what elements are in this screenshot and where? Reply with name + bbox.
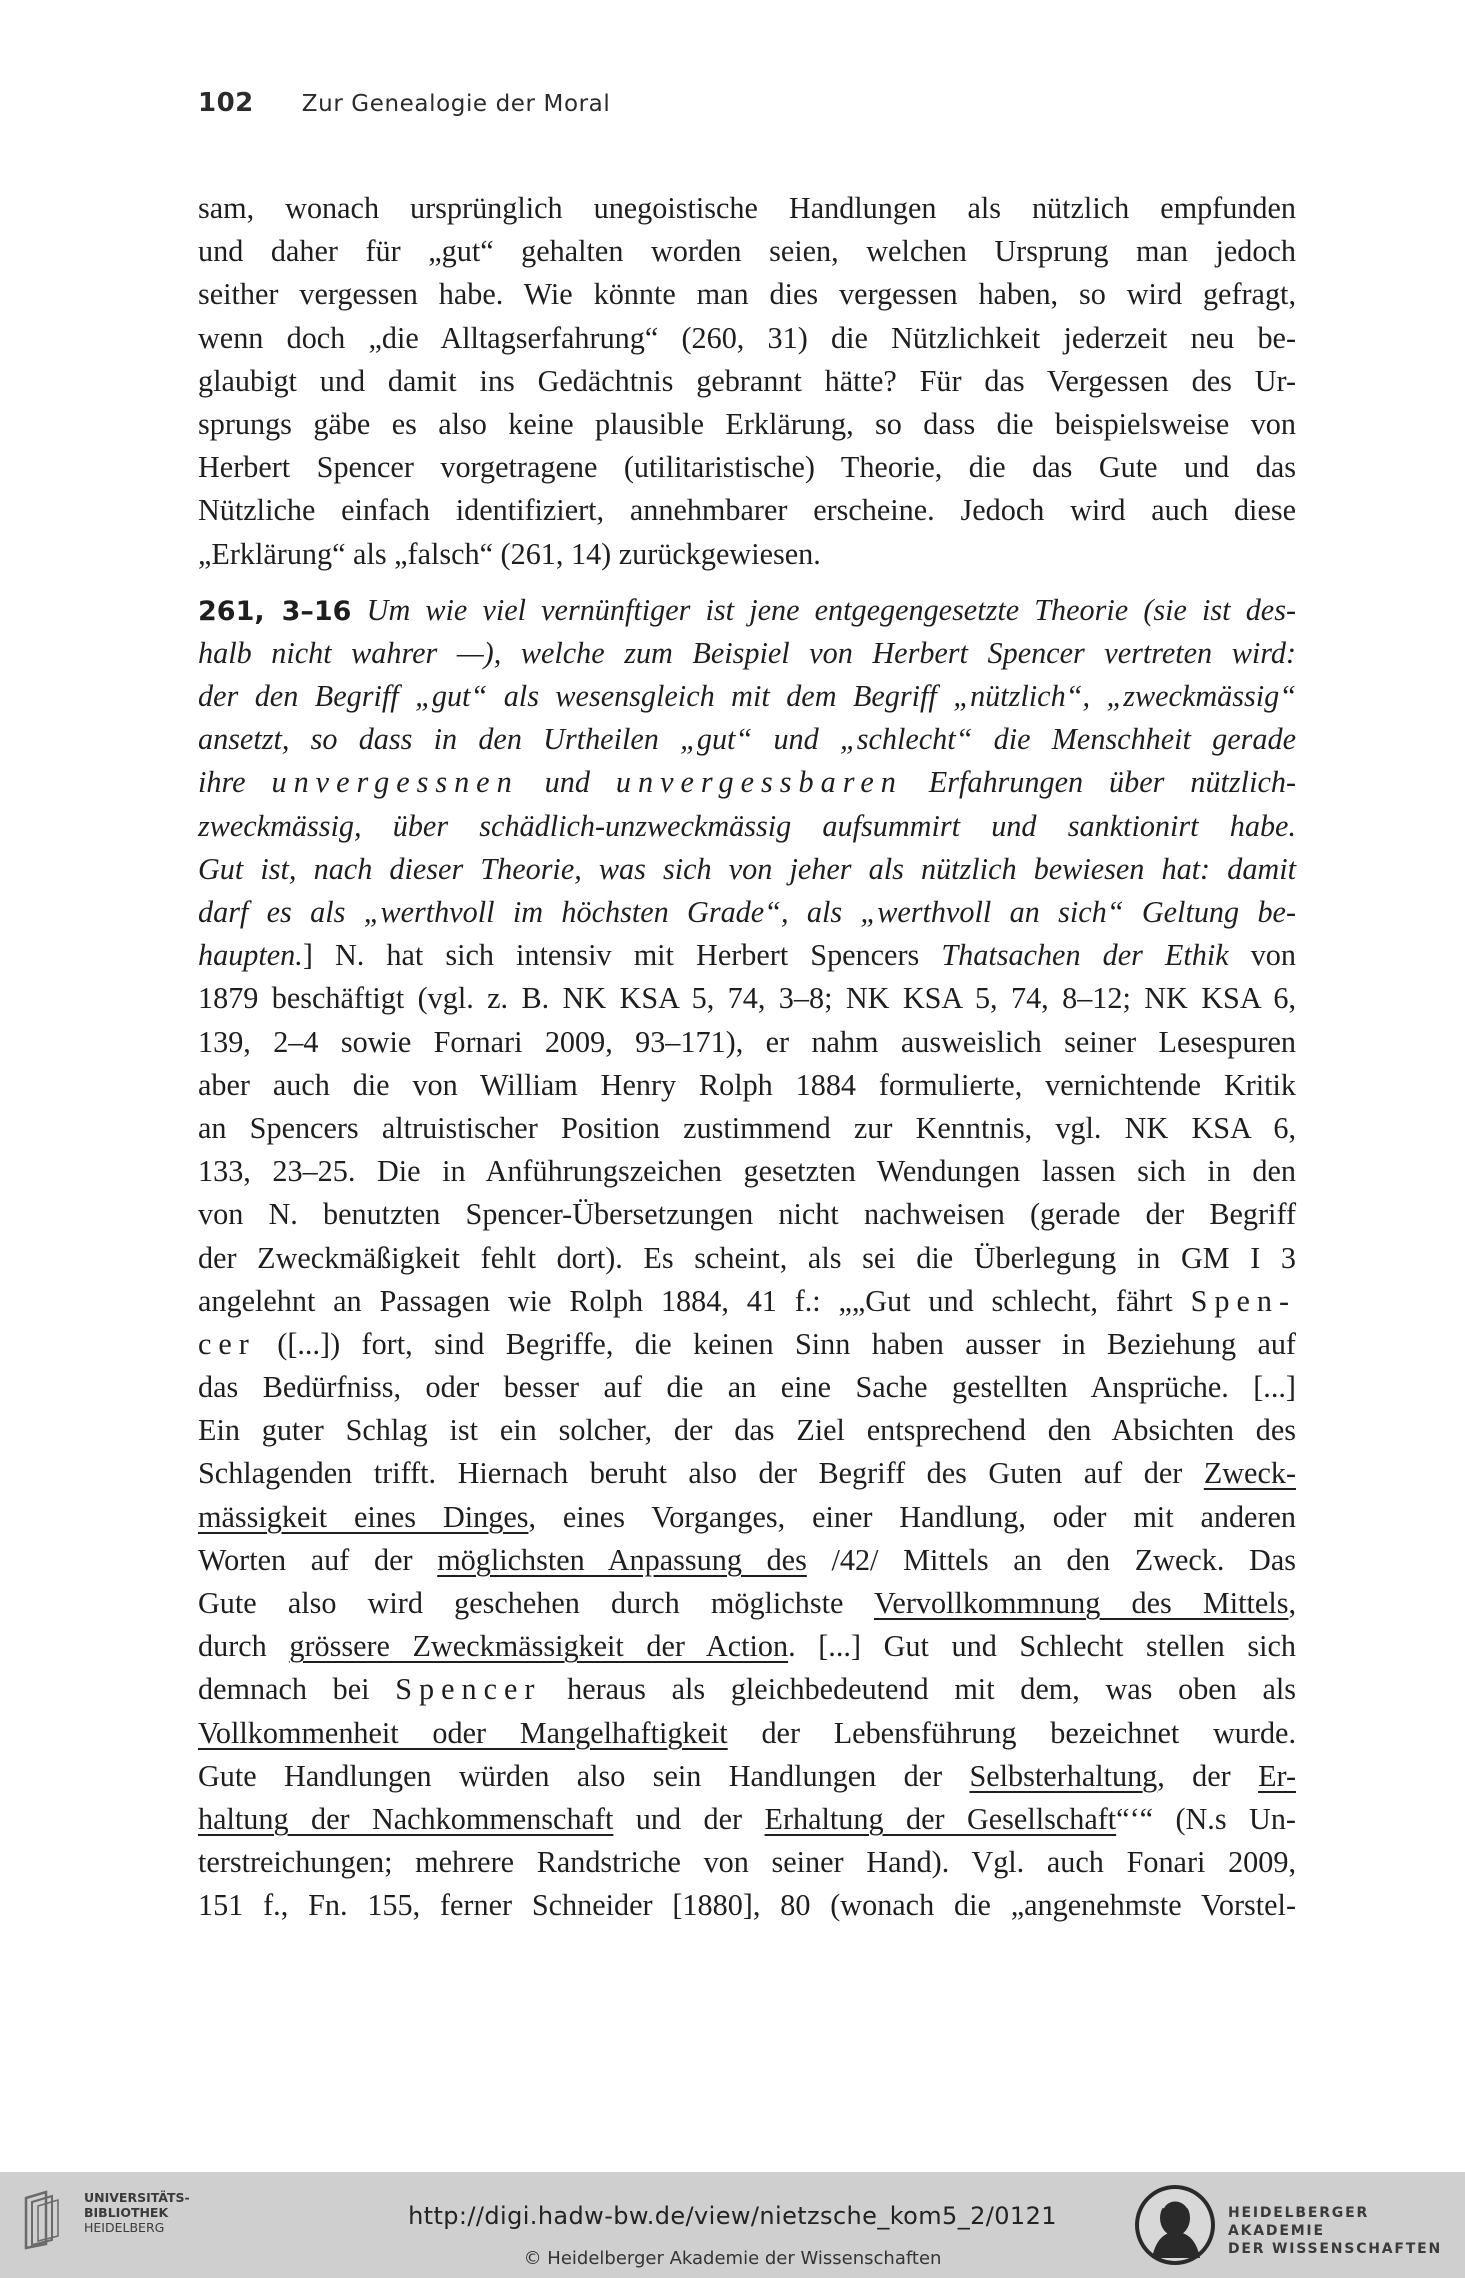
text-line: durch grössere Zweckmässigkeit der Action. [...] Gut und Schlecht stellen sich <box>198 1629 1297 1664</box>
underlined-phrase: Erhaltung der Gesellschaft <box>764 1801 1117 1836</box>
running-title: Zur Genealogie der Moral <box>301 91 611 117</box>
underlined-phrase: Vervollkommnung des Mittels <box>873 1586 1289 1620</box>
university-library-name: UNIVERSITÄTS- BIBLIOTHEK HEIDELBERG <box>84 2190 190 2235</box>
text-line: 133, 23–25. Die in Anführungszeichen gesetzten Wendungen lassen sich in den <box>198 1154 1296 1189</box>
text-line: haupten.] N. hat sich intensiv mit Herbert Spencers Thatsachen der Ethik von <box>198 938 1296 973</box>
text-line: haltung der Nachkommenschaft und der Erhaltung der Gesellschaft“‘“ (N.s Un- <box>198 1801 1296 1836</box>
book-title: Thatsachen der Ethik <box>941 938 1229 973</box>
text-line: der Zweckmäßigkeit fehlt dort). Es scheint, als sei die Überlegung in GM I 3 <box>198 1240 1296 1275</box>
spaced-emphasis: Spen- <box>1190 1283 1296 1318</box>
text-line: Ein guter Schlag ist ein solcher, der das Ziel entsprechend den Absichten des <box>198 1413 1296 1448</box>
quoted-source-text: der den Begriff „gut“ als wesensgleich mit dem Begriff „nützlich“, „zweckmässig“ <box>198 679 1296 714</box>
underlined-phrase: grössere Zweckmässigkeit der Action <box>289 1629 789 1664</box>
text-line: 139, 2–4 sowie Fornari 2009, 93–171), er nahm ausweislich seiner Lesespuren <box>198 1024 1296 1059</box>
underlined-phrase: haltung der Nachkommenschaft <box>198 1801 614 1836</box>
quoted-source-text: zweckmässig, über schädlich-unzweckmässig aufsummirt und sanktionirt habe. <box>198 808 1296 843</box>
underlined-phrase: Er- <box>1258 1758 1297 1793</box>
underlined-phrase: möglichsten Anpassung des <box>437 1542 807 1577</box>
digitization-footer <box>0 2172 1465 2278</box>
text-line: terstreichungen; mehrere Randstriche von seiner Hand). Vgl. auch Fonari 2009, <box>198 1845 1296 1880</box>
text-line: Gute Handlungen würden also sein Handlungen der Selbsterhaltung, der Er- <box>198 1758 1297 1793</box>
commentary-text <box>198 187 1296 1928</box>
underlined-phrase: Vollkommenheit oder Mangelhaftigkeit <box>198 1715 728 1750</box>
text-line: Vollkommenheit oder Mangelhaftigkeit der Lebensführung bezeichnet wurde. <box>198 1715 1296 1750</box>
academy-seal-icon <box>1130 2180 1220 2270</box>
quoted-source-text: ansetzt, so dass in den Urtheilen „gut“ und „schlecht“ die Menschheit gerade <box>198 722 1296 757</box>
spaced-emphasis: unvergessnen <box>271 765 519 800</box>
text-line: mässigkeit eines Dinges, eines Vorganges, einer Handlung, oder mit anderen <box>198 1499 1297 1534</box>
text-line: Nützliche einfach identifiziert, annehmbarer erscheine. Jedoch wird auch diese <box>198 493 1296 528</box>
spaced-emphasis: Spencer <box>395 1672 542 1707</box>
text-line: angelehnt an Passagen wie Rolph 1884, 41 f.: „„Gut und schlecht, fährt Spen- <box>198 1283 1296 1318</box>
quoted-source-text: Gut ist, nach dieser Theorie, was sich von jeher als nützlich bewiesen hat: damit <box>198 851 1296 886</box>
text-line: Schlagenden trifft. Hiernach beruht also der Begriff des Guten auf der Zweck- <box>198 1456 1296 1491</box>
text-line: seither vergessen habe. Wie könnte man dies vergessen haben, so wird gefragt, <box>198 277 1296 312</box>
quoted-source-text: ihre unvergessnen und unvergessbaren Erfahrungen über nützlich- <box>198 765 1297 800</box>
text-line: an Spencers altruistischer Position zustimmend zur Kenntnis, vgl. NK KSA 6, <box>198 1110 1296 1145</box>
text-line: Worten auf der möglichsten Anpassung des /42/ Mittels an den Zweck. Das <box>198 1542 1296 1577</box>
running-header <box>198 88 1298 128</box>
text-line: und daher für „gut“ gehalten worden seien, welchen Ursprung man jedoch <box>198 234 1296 269</box>
text-line: 1879 beschäftigt (vgl. z. B. NK KSA 5, 74, 3–8; NK KSA 5, 74, 8–12; NK KSA 6, <box>198 981 1296 1016</box>
lemma-reference: 261, 3–16 <box>198 595 352 627</box>
quoted-source-text: halb nicht wahrer —), welche zum Beispiel von Herbert Spencer vertreten wird: <box>198 635 1296 670</box>
text-line: sprungs gäbe es also keine plausible Erklärung, so dass die beispielsweise von <box>198 406 1296 441</box>
text-line: wenn doch „die Alltagserfahrung“ (260, 31) die Nützlichkeit jederzeit neu be- <box>198 320 1296 355</box>
paragraph-gap <box>198 576 1296 589</box>
underlined-phrase: Selbsterhaltung <box>969 1758 1158 1793</box>
text-line: Gute also wird geschehen durch möglichste Vervollkommnung des Mittels, <box>198 1586 1296 1620</box>
text-line: 151 f., Fn. 155, ferner Schneider [1880], 80 (wonach die „angenehmste Vorstel- <box>198 1888 1296 1923</box>
text-line: von N. benutzten Spencer-Übersetzungen nicht nachweisen (gerade der Begriff <box>198 1197 1296 1232</box>
page-number: 102 <box>198 88 254 118</box>
text-line: das Bedürfniss, oder besser auf die an eine Sache gestellten Ansprüche. [...] <box>198 1370 1296 1405</box>
spaced-emphasis: unvergessbaren <box>615 765 903 800</box>
text-line: aber auch die von William Henry Rolph 1884 formulierte, vernichtende Kritik <box>198 1067 1296 1102</box>
permalink-url[interactable]: http://digi.hadw-bw.de/view/nietzsche_kom5_2/0121 <box>408 2202 1057 2230</box>
text-line <box>198 589 1296 632</box>
quoted-source-text: Um wie viel vernünftiger ist jene entgegengesetzte Theorie (sie ist des- <box>366 592 1297 627</box>
text-line: demnach bei Spencer heraus als gleichbedeutend mit dem, was oben als <box>198 1672 1296 1707</box>
underlined-phrase: mässigkeit eines Dinges <box>198 1499 529 1534</box>
text-line: Herbert Spencer vorgetragene (utilitaristische) Theorie, die das Gute und das <box>198 450 1296 485</box>
text-line: glaubigt und damit ins Gedächtnis gebrannt hätte? Für das Vergessen des Ur- <box>198 363 1296 398</box>
quoted-source-text: darf es als „werthvoll im höchsten Grade“, als „werthvoll an sich“ Geltung be- <box>198 895 1296 929</box>
spaced-emphasis: cer <box>198 1326 256 1361</box>
text-line: sam, wonach ursprünglich unegoistische Handlungen als nützlich empfunden <box>198 191 1296 225</box>
academy-name: HEIDELBERGER AKADEMIE DER WISSENSCHAFTEN <box>1228 2205 1443 2257</box>
text-line: „Erklärung“ als „falsch“ (261, 14) zurückgewiesen. <box>198 536 821 571</box>
copyright-notice: © Heidelberger Akademie der Wissenschaften <box>523 2248 942 2269</box>
text-line: cer ([...]) fort, sind Begriffe, die keinen Sinn haben ausser in Beziehung auf <box>198 1326 1296 1361</box>
underlined-phrase: Zweck- <box>1203 1456 1296 1491</box>
